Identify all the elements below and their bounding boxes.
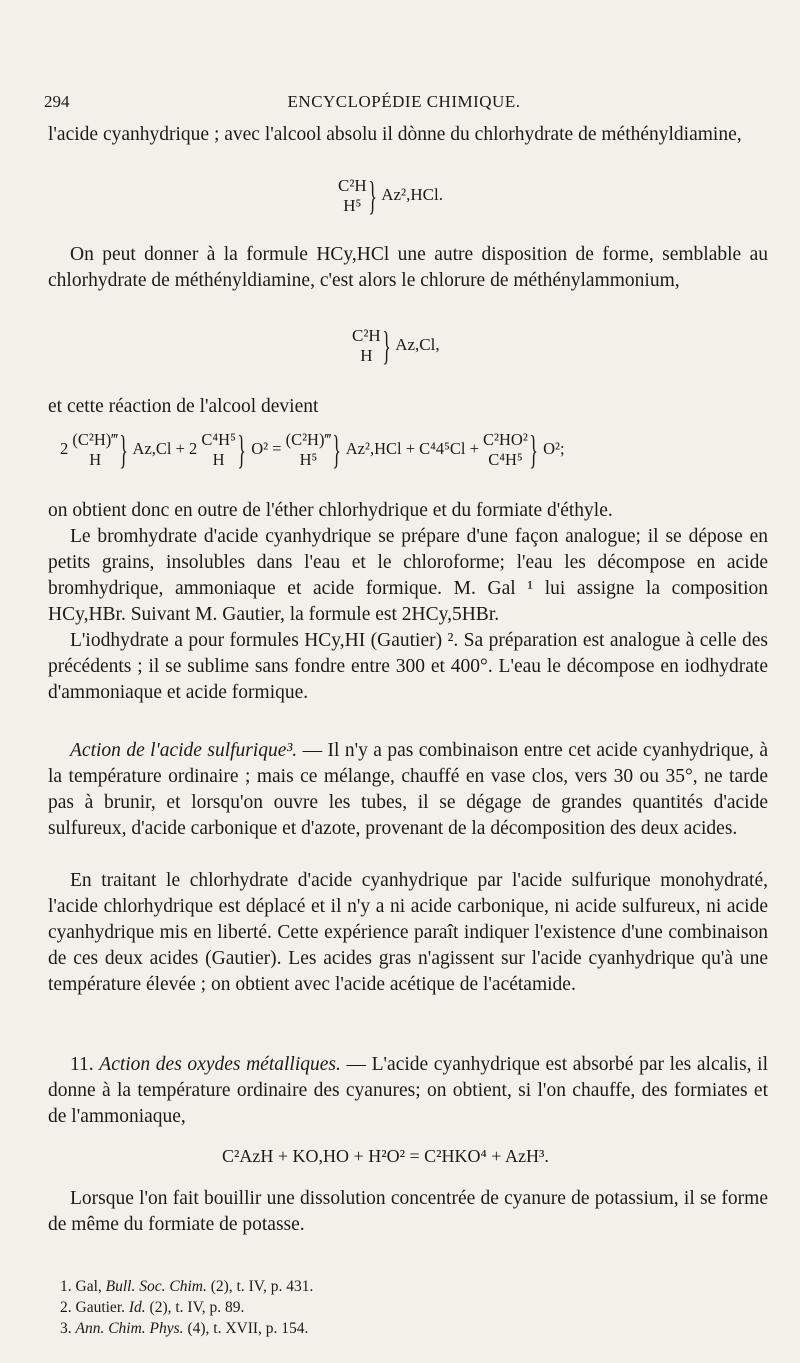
footnote-3 [60,1318,760,1339]
formula-stack [286,430,332,470]
formula-stack [72,430,118,470]
formula-methenyldiamine [338,173,443,218]
section-number: 11. [70,1054,94,1075]
paragraph-5: Le bromhydrate d'acide cyanhydrique se prépare d'une façon analogue; il se dépose en petits grains, insolubles dans l'eau et le chloroforme; l'eau les décompose en acide bromhydrique, ammoniaque et acide formique. M. Gal ¹ lui assigne la composition HCy,HBr. Suivant M. Gautier, la formule est 2HCy,5HBr. [48,526,768,625]
paragraph-7-text: — Il n'y a pas combinaison entre cet acide cyanhydrique, à la température ordinaire ; mais ce mélange, chauffé en vase clos, vers 30 ou 35°, ne tarde pas à brunir, et lorsqu'on ouvre les tubes, il se dégage de grandes quantités d'acide sulfureux, d'acide carbonique et d'azote, provenant de la décomposition des deux acides. [48,740,768,839]
formula-term: O²; [543,438,565,458]
footnote-journal: Id. [128,1299,146,1316]
formula-numerator: C²HO² [483,430,528,449]
paragraph-9 [48,1052,768,1130]
footnote-1 [60,1276,760,1297]
footnote-ref: (4), t. XVII, p. 154. [183,1320,309,1337]
footnote-ref: (2), t. IV, p. 431. [206,1278,314,1295]
formula-denominator: H⁵ [343,196,362,215]
paragraph-10: Lorsque l'on fait bouillir une dissolution concentrée de cyanure de potassium, il se forme de même du formiate de potasse. [48,1188,768,1235]
formula-denominator: C⁴H⁵ [488,450,523,469]
formula-numerator: C⁴H⁵ [201,430,236,449]
formula-stack [338,176,367,216]
formula-denominator: H [212,450,225,469]
formula-alcohol-reaction [60,427,565,472]
footnote-ref: (2), t. IV, p. 89. [145,1299,245,1316]
section-title-oxides: Action des oxydes métalliques. [99,1054,341,1075]
footnote-prefix: 1. Gal, [60,1278,106,1295]
formula-right: Az,Cl, [395,334,440,354]
formula-stack [483,430,528,470]
paragraph-4: on obtient donc en outre de l'éther chlorhydrique et du formiate d'éthyle. [48,500,613,521]
paragraph-6: L'iodhydrate a pour formules HCy,HI (Gautier) ². Sa préparation est analogue à celle des précédents ; il se sublime sans fondre entre 300 et 400°. L'eau le décompose en iodhydrate d'ammoniaque et acide formique. [48,630,768,703]
footnote-prefix: 3. [60,1320,76,1337]
formula-stack [201,430,235,470]
running-title: ENCYCLOPÉDIE CHIMIQUE. [287,92,521,111]
formula-denominator: H [89,450,102,469]
footnote-2 [60,1297,760,1318]
paragraph-3: et cette réaction de l'alcool devient [48,396,319,417]
formula-term: O² = [251,438,282,458]
brace-icon: } [367,173,377,218]
brace-icon: } [381,323,391,368]
page-header [44,92,764,116]
brace-icon: } [237,427,246,472]
formula-cyanide-hydrolysis: C²AzH + KO,HO + H²O² = C²HKO⁴ + AzH³. [222,1146,549,1166]
formula-stack [352,326,381,366]
formula-term: Az,Cl + 2 [132,438,198,458]
formula-denominator: H⁵ [299,450,318,469]
footnotes [60,1276,760,1339]
formula-numerator: (C²H)‴ [285,430,332,449]
formula-term: Az²,HCl + C⁴4⁵Cl + [345,438,479,458]
paragraph-8: En traitant le chlorhydrate d'acide cyanhydrique par l'acide sulfurique monohydraté, l'acide chlorhydrique est déplacé et il n'y a ni acide carbonique, ni acide sulfureux, ni acide cyanhydrique mis en liberté. Cette expérience paraît indiquer l'existence d'une combinaison de ces deux acides (Gautier). Les acides gras n'agissent sur l'acide cyanhydrique qu'à une température élevée ; on obtient avec l'acide acétique de l'acétamide. [48,870,768,995]
paragraph-7 [48,738,768,842]
formula-denominator: H [360,346,373,365]
paragraph-9-text: — L'acide cyanhydrique est absorbé par les alcalis, il donne à la température ordinaire des cyanures; on obtient, si l'on chauffe, des formiates et de l'ammoniaque, [48,1054,769,1127]
paragraph-2: On peut donner à la formule HCy,HCl une autre disposition de forme, semblable au chlorhydrate de méthényldiamine, c'est alors le chlorure de méthénylammonium, [48,244,768,291]
section-title-sulfuric: Action de l'acide sulfurique³. [70,740,298,761]
footnote-prefix: 2. Gautier. [60,1299,129,1316]
footnote-journal: Bull. Soc. Chim. [105,1278,207,1295]
formula-coefficient: 2 [60,438,69,458]
formula-numerator: C²H [338,176,367,195]
page-number: 294 [44,92,70,111]
brace-icon: } [332,427,342,472]
brace-icon: } [529,427,538,472]
paragraph-1: l'acide cyanhydrique ; avec l'alcool absolu il dònne du chlorhydrate de méthényldiamine, [48,124,742,145]
formula-right: Az²,HCl. [381,184,443,204]
brace-icon: } [119,427,129,472]
formula-numerator: (C²H)‴ [72,430,119,449]
formula-methenylammonium [352,323,440,368]
footnote-journal: Ann. Chim. Phys. [75,1320,184,1337]
formula-numerator: C²H [352,326,381,345]
